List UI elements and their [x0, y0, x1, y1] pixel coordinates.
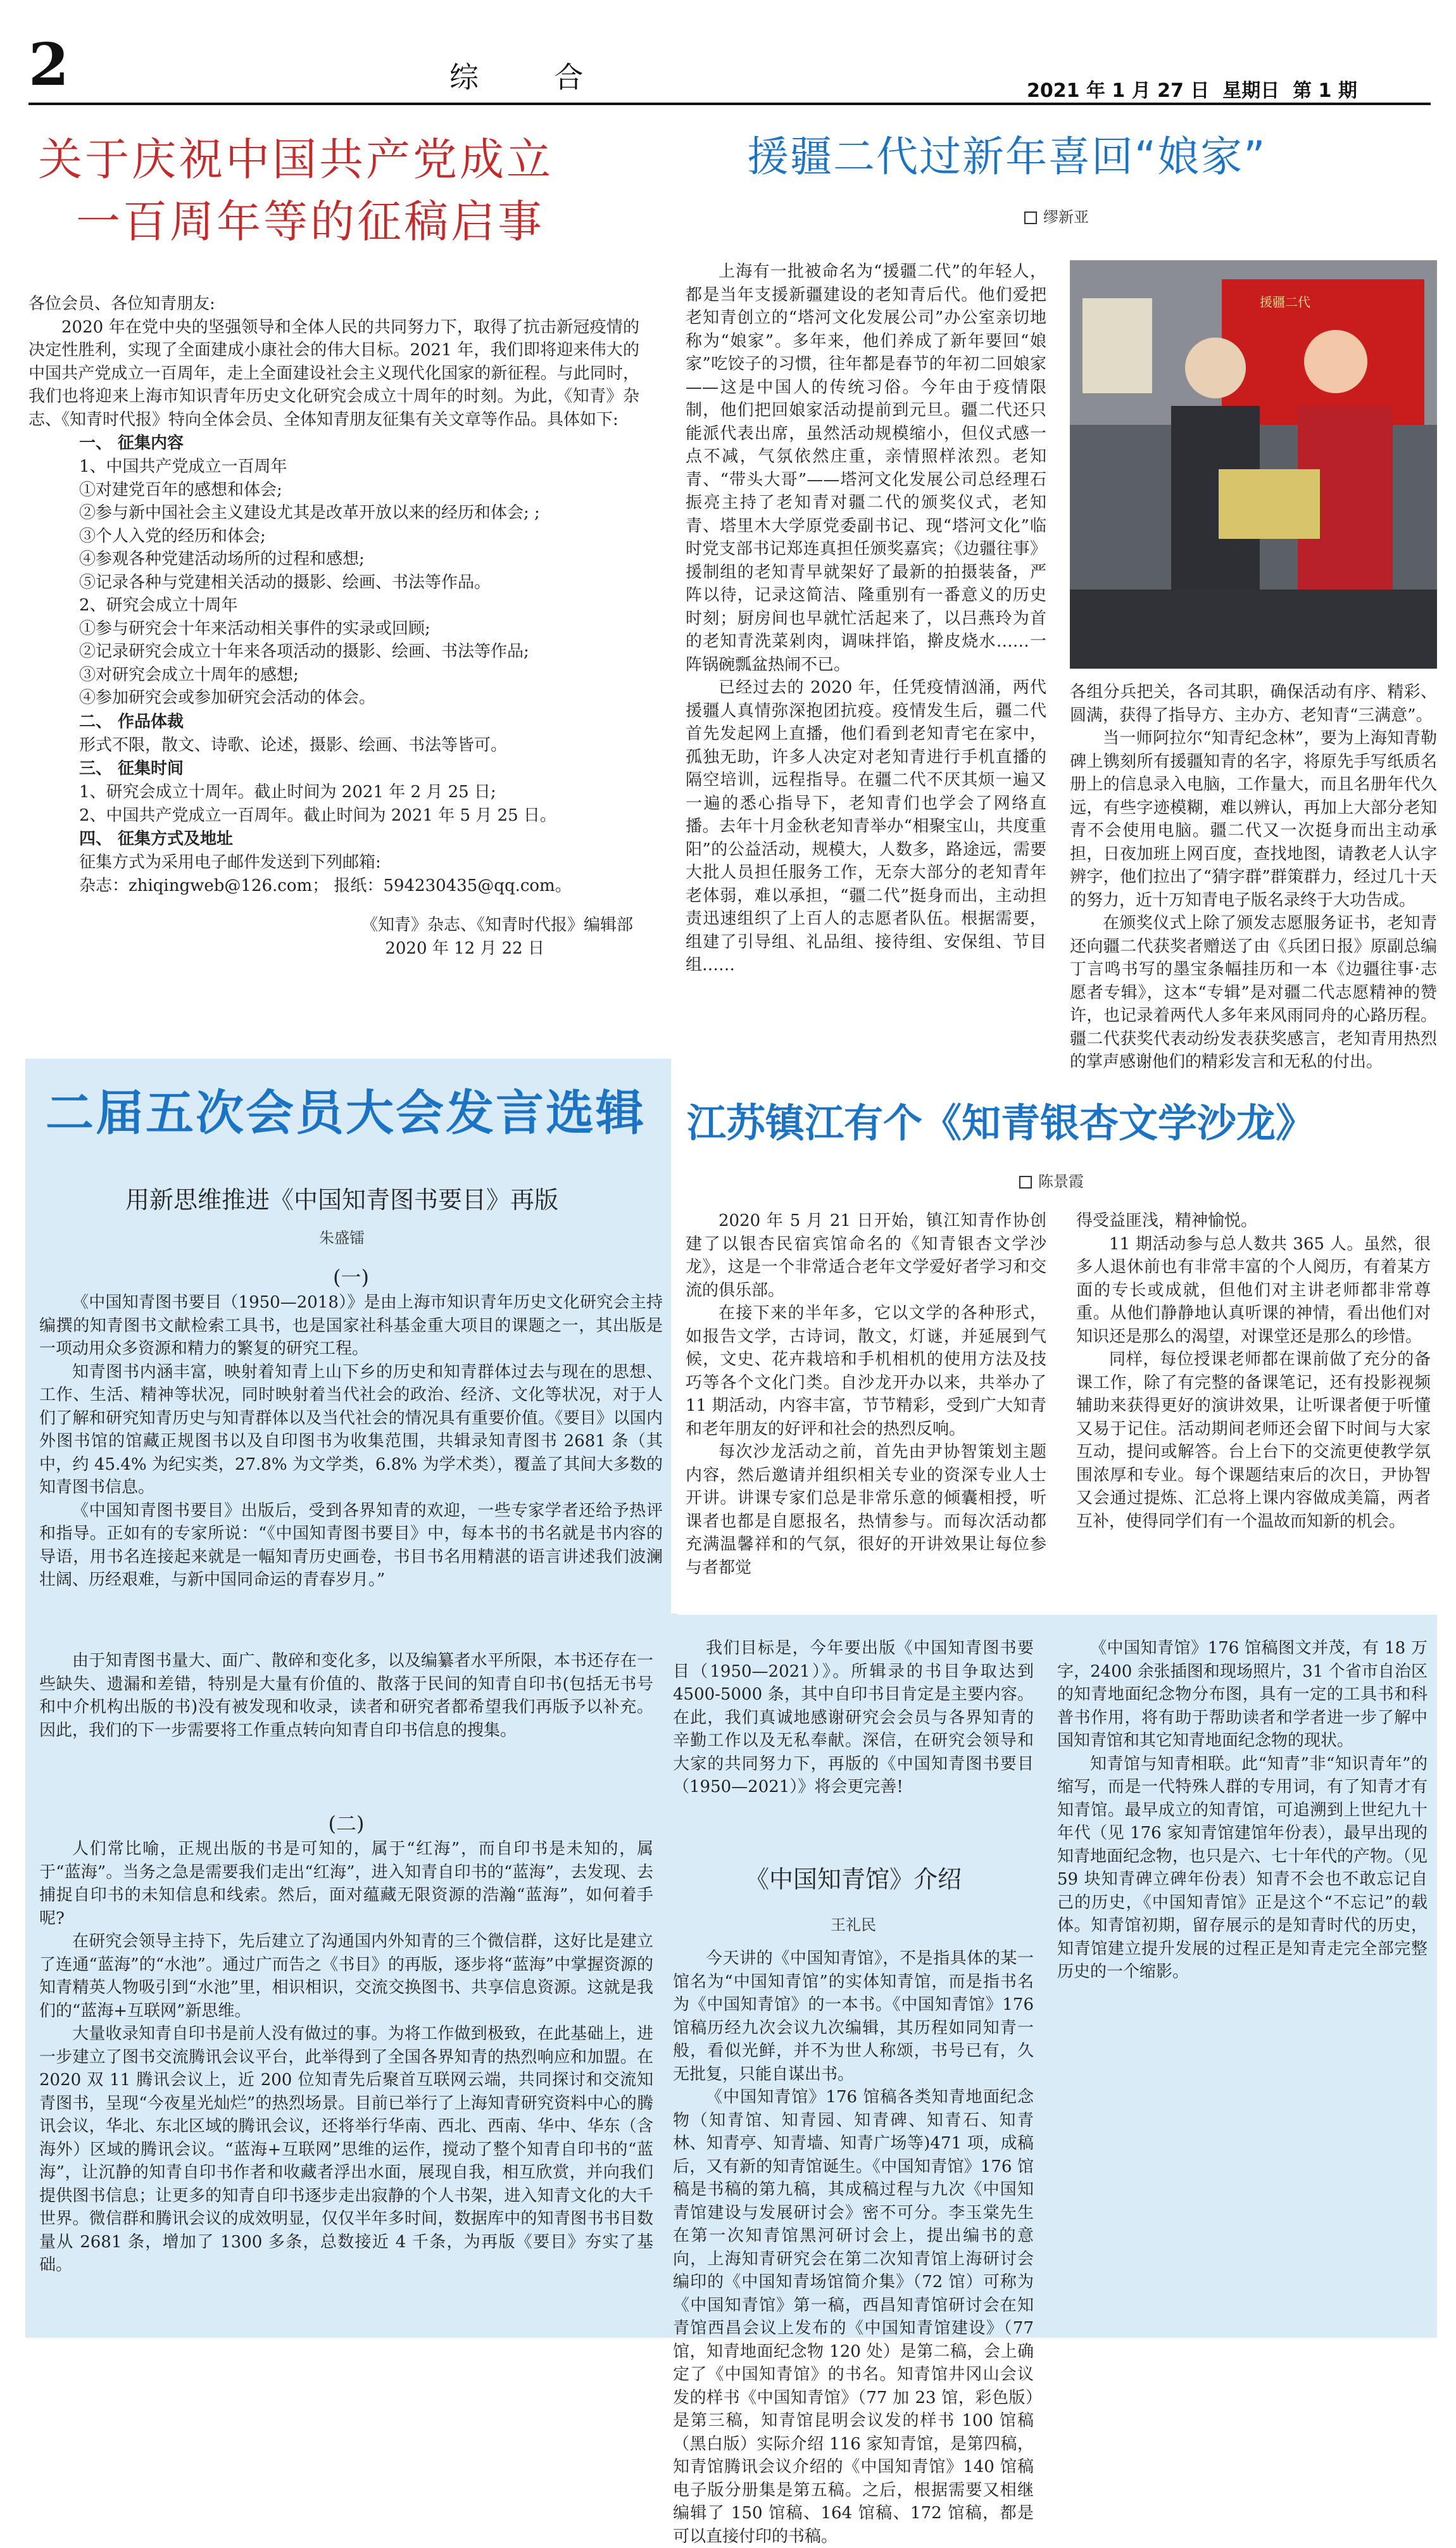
xinjiang-article: [677, 123, 1437, 1073]
xinjiang-title: 援疆二代过新年喜回“娘家”: [747, 132, 1267, 181]
part-marker: (一): [333, 1265, 369, 1289]
article1-title: 用新思维推进《中国知青图书要目》再版: [125, 1186, 558, 1214]
call-for-papers-article: [25, 127, 662, 1051]
paragraph: 每次沙龙活动之前，首先由尹协智策划主题内容，然后邀请并组织相关专业的资深专业人士开讲。讲课专家们总是非常乐意的倾囊相授，听课者也都是自愿报名，热情参与。而每次活动都充满温馨祥和的气氛，很好的开讲效果让每位参与者都觉: [686, 1442, 1046, 1577]
paragraph: 得受益匪浅，精神愉悦。: [1076, 1211, 1258, 1230]
ceremony-photo-image: [1070, 260, 1437, 669]
speeches-banner: 二届五次会员大会发言选辑: [46, 1085, 646, 1141]
article1-part2: [39, 1810, 653, 2335]
byline-box-icon: [1024, 211, 1037, 224]
paragraph: 《中国知青图书要目（1950—2018）》是由上海市知识青年历史文化研究会主持编撰的知青图书文献检索工具书，也是国家社科基金重大项目的课题之一，其出版是一项动用众多资源和精力的繁复的研究工程。: [39, 1293, 663, 1358]
section-heading-content: 一、 征集内容: [79, 434, 184, 453]
paragraph: 大量收录知青自印书是前人没有做过的事。为将工作做到极致，在此基础上，进一步建立了图书交流腾讯会议平台，此举得到了全国各界知青的热烈响应和加盟。在 2020 双 11 腾讯会议上，近 200 位知青先后聚首互联网云端，共同探讨和交流知青图书，呈现“今夜星光灿烂”的热烈场景。目前已举行了上海知青研究资料中心的腾讯会议，华北、东北区域的腾讯会议，还将举行华南、西北、西南、华中、华东（含海外）区域的腾讯会议。“蓝海+互联网”思维的运作，搅动了整个知青自印书的“蓝海”，让沉静的知青自印书作者和收藏者浮出水面，展现自我，相互欣赏，并向我们提供图书信息；让更多的知青自印书逐步走出寂静的个人书架，进入知青文化的大千世界。微信群和腾讯会议的成效明显，仅仅半年多时间，数据库中的知青图书书目数量从 2681 条，增加了 1300 多条，总数接近 4 千条，为再版《要目》夯实了基础。: [39, 2024, 653, 2274]
salon-title: 江苏镇江有个《知青银杏文学沙龙》: [687, 1100, 1315, 1146]
submission-item: 征集方式为采用电子邮件发送到下列邮箱:: [79, 853, 381, 872]
sign-date: 2020 年 12 月 22 日: [385, 938, 544, 958]
content-item: ④参加研究会或参加研究会活动的体会。: [79, 688, 376, 707]
section-heading-genre: 二、 作品体裁: [79, 712, 184, 731]
deadline-item: 1、研究会成立十周年。截止时间为 2021 年 2 月 25 日;: [79, 783, 496, 802]
content-item: ①参与研究会十年来活动相关事件的实录或回顾;: [79, 619, 430, 638]
paragraph: 2020 年 5 月 21 日开始，镇江知青作协创建了以银杏民宿宾馆命名的《知青银杏文学沙龙》，这是一个非常适合老年文学爱好者学习和交流的俱乐部。: [686, 1211, 1046, 1300]
masthead: [0, 0, 1456, 108]
content-item: ②记录研究会成立十年来各项活动的摄影、绘画、书法等作品;: [79, 642, 529, 661]
article2-col1: [673, 1947, 1034, 2546]
part-marker: (二): [328, 1812, 365, 1836]
masthead-rule: [28, 103, 1431, 105]
intro-paragraph: 2020 年在党中央的坚强领导和全体人民的共同努力下，取得了抗击新冠疫情的决定性胜利，实现了全面建成小康社会的伟大目标。2021 年，我们即将迎来伟大的中国共产党成立一百周年，走上全面建设社会主义现代化国家的新征程。与此同时，我们也将迎来上海市知识青年历史文化研究会成立十周年的时刻。为此，《知青》杂志、《知青时代报》特向全体会员、全体知青朋友征集有关文章等作品。具体如下:: [28, 317, 639, 429]
xinjiang-col2: [1070, 681, 1437, 1073]
byline-box-icon: [1019, 1176, 1032, 1189]
paragraph: 在颁奖仪式上除了颁发志愿服务证书，老知青还向疆二代获奖者赠送了由《兵团日报》原副总编丁言鸣书写的墨宝条幅挂历和一本《边疆往事·志愿者专辑》，这本“专辑”是对疆二代志愿精神的赞许，也记录着两代人多年来风雨同舟的心路历程。疆二代获奖代表动纷发表获奖感言，老知青用热烈的掌声感谢他们的精彩发言和无私的付出。: [1070, 914, 1437, 1071]
call-for-papers-title-line1: 关于庆祝中国共产党成立: [38, 134, 553, 186]
paragraph: 《中国知青馆》176 馆稿图文并茂，有 18 万字，2400 余张插图和现场照片，31 个省市自治区的知青地面纪念物分布图，具有一定的工具书和科普书作用，将有助于帮助读者和学者进一步了解中国知青馆和其它知青地面纪念物的现状。: [1057, 1639, 1428, 1750]
paragraph: 我们目标是，今年要出版《中国知青图书要目（1950—2021）》。所辑录的书目争取达到 4500-5000 条，其中自印书目肯定是主要内容。在此，我们真诚地感谢研究会会员与各界知青的辛勤工作以及无私奉献。深信，在研究会领导和大家的共同努力下，再版的《中国知青图书要目（1950—2021）》将会更完善!: [673, 1639, 1034, 1796]
paragraph: 当一师阿拉尔“知青纪念林”，要为上海知青勒碑上镌刻所有援疆知青的名字，将原先手写纸质名册上的信息录入电脑，工作量大，而且名册年代久远，有些字迹模糊，难以辨认，再加上大部分老知青不会使用电脑。疆二代又一次挺身而出主动承担，日夜加班上网百度，查找地图，请教老人认字辨字，他们拉出了“猜字群”群策群力，经过几十天的努力，近十万知青电子版名录终于大功告成。: [1070, 729, 1437, 910]
section-heading-deadline: 三、 征集时间: [79, 759, 184, 778]
paragraph: 在接下来的半年多，它以文学的各种形式，如报告文学，古诗词，散文，灯谜，并延展到气候，文史、花卉栽培和手机相机的使用方法及技巧等各个文化门类。自沙龙开办以来，共举办了 11 期活动，内容丰富，节节精彩，受到广大知青和老年朋友的好评和社会的热烈反响。: [686, 1304, 1046, 1439]
content-item: ③个人入党的经历和体会;: [79, 526, 266, 546]
signature: 《知青》杂志、《知青时代报》编辑部: [361, 916, 633, 935]
content-item: ①对建党百年的感想和体会;: [79, 480, 282, 500]
salon-col2: [1076, 1209, 1431, 1615]
paragraph: 《中国知青图书要目》出版后，受到各界知青的欢迎，一些专家学者还给予热评和指导。正如有的专家所说：“《中国知青图书要目》中，每本书的书名就是书内容的导语，用书名连接起来就是一幅知青历史画卷，书目书名用精湛的语言讲述我们波澜壮阔、历经艰难，与新中国同命运的青春岁月。”: [39, 1501, 663, 1589]
page-number: 2: [28, 30, 70, 99]
paragraph: 同样，每位授课老师都在课前做了充分的备课工作，除了有完整的备课笔记，还有投影视频辅助来获得更好的演讲效果，让听课者便于听懂又易于记住。活动期间老师还会留下时间与大家互动，提问或解答。台上台下的交流更使教学氛围浓厚和专业。每个课题结束后的次日，尹协智又会通过提炼、汇总将上课内容做成美篇，两者互补，使得同学们有一个温故而知新的机会。: [1076, 1350, 1431, 1531]
paragraph: 各组分兵把关，各司其职，确保活动有序、精彩、圆满，获得了指导方、主办方、老知青“三满意”。: [1070, 683, 1437, 725]
article2-title: 《中国知青馆》介绍: [744, 1865, 962, 1893]
xinjiang-byline: [1024, 205, 1089, 227]
salon-byline: [1019, 1169, 1084, 1191]
deadline-item: 2、中国共产党成立一百周年。截止时间为 2021 年 5 月 25 日。: [79, 805, 556, 825]
ceremony-photo: [1070, 260, 1437, 669]
salon-col1: [686, 1209, 1046, 1615]
submission-emails: 杂志：zhiqingweb@126.com； 报纸：594230435@qq.com。: [79, 876, 572, 895]
content-item: ②参与新中国社会主义建设尤其是改革开放以来的经历和体会; ;: [79, 503, 540, 522]
paragraph: 由于知青图书量大、面广、散碎和变化多，以及编纂者水平所限，本书还存在一些缺失、遗漏和差错，特别是大量有价值的、散落于民间的知青自印书(包括无书号和中介机构出版的书)没有被发现和收录，读者和研究者都希望我们再版予以补充。因此，我们的下一步需要将工作重点转向知青自印书信息的搜集。: [39, 1651, 653, 1740]
article2-col2: [1057, 1637, 1428, 2333]
content-item: ⑤记录各种与党建相关活动的摄影、绘画、书法等作品。: [79, 572, 491, 592]
paragraph: 11 期活动参与总人数共 365 人。虽然，很多人退休前也有非常丰富的个人阅历，有着某方面的专长或成就，但他们对主讲老师都非常尊重。从他们静静地认真听课的神情，看出他们对知识还是那么的渴望，对课堂还是那么的珍惜。: [1076, 1234, 1431, 1346]
xinjiang-col1: [686, 260, 1046, 1210]
article1-author: 朱盛镭: [319, 1229, 365, 1247]
call-for-papers-title-line2: 一百周年等的征稿启事: [76, 196, 544, 248]
salon-article: [677, 1076, 1437, 1615]
call-for-papers-body: [28, 293, 639, 960]
article1-continuation: [673, 1637, 1034, 1846]
content-item: ④参观各种党建活动场所的过程和感想;: [79, 550, 365, 569]
xinjiang-author: 缪新亚: [1043, 208, 1089, 226]
content-item: 2、研究会成立十周年: [79, 596, 238, 615]
section-heading-submission: 四、 征集方式及地址: [79, 829, 234, 848]
article2-author: 王礼民: [831, 1916, 876, 1934]
article1-part1-end: [39, 1649, 653, 1795]
content-item: 1、中国共产党成立一百周年: [79, 457, 287, 476]
paragraph: 上海有一批被命名为“援疆二代”的年轻人，都是当年支援新疆建设的老知青后代。他们爱把老知青创立的“塔河文化发展公司”办公室亲切地称为“娘家”。多年来，他们养成了新年要回“娘家”吃饺子的习惯，往年都是春节的年初二回娘家——这是中国人的传统习俗。今年由于疫情限制，他们把回娘家活动提前到元旦。疆二代还只能派代表出席，虽然活动规模缩小，但仪式感一点不减，气氛依然庄重，亲情照样浓烈。老知青、“带头大哥”——塔河文化发展公司总经理石振亮主持了老知青对疆二代的颁奖仪式，老知青、塔里木大学原党委副书记、现“塔河文化”临时党支部书记郑连真担任颁奖嘉宾；《边疆往事》援制组的老知青早就架好了最新的拍摄装备，严阵以待，记录这简洁、隆重别有一番意义的历史时刻；厨房间也早就忙活起来了，以吕燕玲为首的老知青洗菜剁肉，调味拌馅，擀皮烧水……一阵锅碗瓢盆热闹不已。: [686, 262, 1046, 674]
salon-author: 陈景霞: [1038, 1173, 1084, 1190]
paragraph: 人们常比喻，正规出版的书是可知的，属于“红海”，而自印书是未知的，属于“蓝海”。当务之急是需要我们走出“红海”，进入知青自印书的“蓝海”，去发现、去捕捉自印书的未知信息和线索。然后，面对蕴藏无限资源的浩瀚“蓝海”，如何着手呢?: [39, 1839, 653, 1928]
paragraph: 知青图书内涵丰富，映射着知青上山下乡的历史和知青群体过去与现在的思想、工作、生活、精神等状况，同时映射着当代社会的政治、经济、文化等状况，对于人们了解和研究知青历史与知青群体以及当代社会的情况具有重要价值。《要目》以国内外图书馆的馆藏正规图书以及自印图书为收集范围，共辑录知青图书 2681 条（其中，约 45.4% 为纪实类，27.8% 为文学类，6.8% 为学术类），覆盖了其间大多数的知青图书信息。: [39, 1362, 663, 1497]
paragraph: 在研究会领导主持下，先后建立了沟通国内外知青的三个微信群，这好比是建立了连通“蓝海”的“水池”。通过广而告之《书目》的再版，逐步将“蓝海”中掌握资源的知青精英人物吸引到“水池”里，相识相识，交流交换图书、共享信息资源。这就是我们的“蓝海+互联网”新思维。: [39, 1932, 653, 2021]
paragraph: 已经过去的 2020 年，任凭疫情汹涌，两代援疆人真情弥深抱团抗疫。疫情发生后，疆二代首先发起网上直播，他们看到老知青宅在家中，孤独无助，许多人决定对老知青进行手机直播的隔空培训，远程指导。在疆二代不厌其烦一遍又一遍的悉心指导下，老知青们也学会了网络直播。去年十月金秋老知青举办“相聚宝山，共度重阳”的公益活动，规模大，人数多，路途远，需要大批人员担任服务工作，无奈大部分的老知青年老体弱，难以承担，“疆二代”挺身而出，主动担责迅速组织了上百人的志愿者队伍。根据需要，组建了引导组、礼品组、接待组、安保组、节目组……: [686, 678, 1046, 974]
paragraph: 《中国知青馆》176 馆稿各类知青地面纪念物（知青馆、知青园、知青碑、知青石、知青林、知青亭、知青墙、知青广场等)471 项，成稿后，又有新的知青馆诞生。《中国知青馆》176 馆稿是书稿的第九稿，其成稿过程与九次《中国知青馆建设与发展研讨会》密不可分。李玉棠先生在第一次知青馆黑河研讨会上，提出编书的意向，上海知青研究会在第二次知青馆上海研讨会编印的《中国知青场馆简介集》（72 馆）可称为《中国知青馆》第一稿，西昌知青馆研讨会在知青馆西昌会议上发布的《中国知青馆建设》（77 馆，知青地面纪念物 120 处）是第二稿，会上确定了《中国知青馆》的书名。知青馆井冈山会议发的样书《中国知青馆》（77 加 23 馆，彩色版）是第三稿，知青馆昆明会议发的样书 100 馆稿（黑白版）实际介绍 116 家知青馆，是第四稿，知青馆腾讯会议介绍的《中国知青馆》140 馆稿电子版分册集是第五稿。之后，根据需要又相继编辑了 150 馆稿、164 馆稿、172 馆稿，都是可以直接付印的书稿。: [673, 2088, 1034, 2546]
greeting: 各位会员、各位知青朋友:: [28, 294, 215, 313]
content-item: ③对研究会成立十周年的感想;: [79, 665, 299, 684]
issue-date: 2021 年 1 月 27 日 星期日 第 1 期: [1027, 80, 1357, 102]
section-name: 综 合: [449, 60, 603, 94]
photo-banner-text: 援疆二代: [1260, 294, 1310, 310]
paragraph: 知青馆与知青相联。此“知青”非“知识青年”的缩写，而是一代特殊人群的专用词，有了知青才有知青馆。最早成立的知青馆，可追溯到上世纪九十年代（见 176 家知青馆建馆年份表），最早出现的知青地面纪念物，也只是六、七十年代的产物。（见 59 块知青碑立碑年份表）知青不会也不敢忘记自己的历史，《中国知青馆》正是这个“不忘记”的载体。知青馆初期，留存展示的是知青时代的历史，知青馆建立提升发展的过程正是知青走完全部完整历史的一个缩影。: [1057, 1754, 1428, 1981]
paragraph: 今天讲的《中国知青馆》，不是指具体的某一馆名为“中国知青馆”的实体知青馆，而是指书名为《中国知青馆》的一本书。《中国知青馆》176 馆稿历经九次会议九次编辑，其历程如同知青一般，看似光鲜，并不为世人称颂，书号已有，久无批复，只能自谋出书。: [673, 1949, 1034, 2084]
genre-text: 形式不限，散文、诗歌、论述，摄影、绘画、书法等皆可。: [79, 735, 508, 755]
